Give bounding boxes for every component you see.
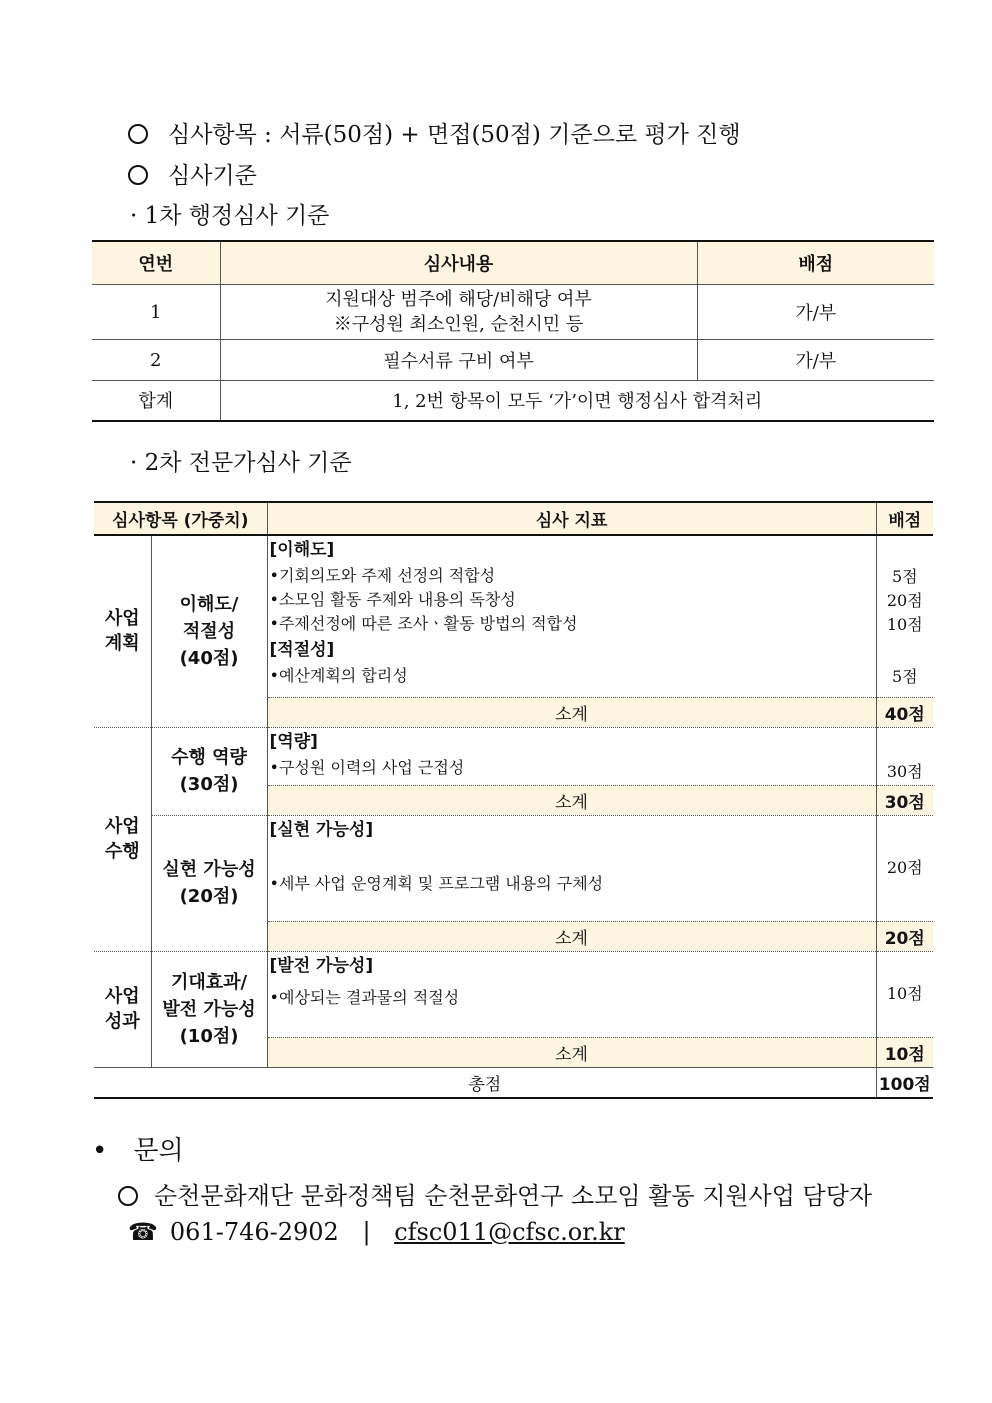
subtotal-row: 소계 30점 — [94, 785, 933, 815]
col-header-no: 연번 — [92, 241, 220, 285]
subtotal-row: 소계 20점 — [94, 921, 933, 951]
contact-org-line: 순천문화재단 문화정책팀 순천문화연구 소모임 활동 지원사업 담당자 — [118, 1176, 872, 1211]
eval-items-line: 심사항목 : 서류(50점) + 면접(50점) 기준으로 평가 진행 — [128, 116, 741, 149]
contact-info-line — [128, 1218, 625, 1246]
circle-bullet-icon — [118, 1186, 138, 1206]
phone-icon: ☎ — [128, 1218, 158, 1246]
category-execution: 사업 수행 — [94, 727, 151, 951]
sub-understanding: 이해도/ 적절성 (40점) — [151, 535, 267, 727]
category-result: 사업 성과 — [94, 951, 151, 1067]
category-plan: 사업 계획 — [94, 535, 151, 727]
grand-total-row: 총점 100점 — [94, 1067, 933, 1098]
table-row: 1 지원대상 범주에 해당/비해당 여부 ※구성원 최소인원, 순천시민 등 가/부 — [92, 285, 934, 340]
col-header-content: 심사내용 — [220, 241, 697, 285]
circle-bullet-icon — [128, 124, 148, 144]
stage2-table: 심사항목 (가중치) 심사 지표 배점 사업 계획 이해도/ 적절성 (40점) [이해도] •기회의도와 주제 선정의 적합성 •소모임 활동 주제와 내용의 독창성 •주제선정에 따른 조사ㆍ활동 방법의 적합성 [적절성] •예산계획의 합리성 5점 20점 10점 5점 소계 40점 사업 수행 수행 역량 (30점) [역량] •구성원 이력의 사업 근접성 30점 소계 30점 실현 가능성 (20점) [실현 가능성] •세부 사업 운영계획 및 프로그램 내용의 구체성 20점 소계 20점 사업 성과 기대효과/ 발전 가능성 (10점) [발전 가능성] •예상되는 결과물의 적절성 10점 소계 10점 총점 100점 — [94, 501, 933, 1099]
separator: | — [362, 1218, 371, 1246]
stage1-title: · 1차 행정심사 기준 — [130, 203, 330, 229]
dot-bullet-icon: • — [92, 1136, 108, 1166]
subtotal-row: 소계 10점 — [94, 1037, 933, 1067]
col-header-score: 배점 — [697, 241, 934, 285]
email-link[interactable]: cfsc011@cfsc.or.kr — [394, 1218, 625, 1246]
sub-feasibility: 실현 가능성 (20점) — [151, 815, 267, 951]
stage1-table — [92, 240, 934, 422]
col-header-score: 배점 — [876, 502, 933, 535]
criteria-line: 심사기준 — [128, 157, 257, 190]
circle-bullet-icon — [128, 165, 148, 185]
phone-number: 061-746-2902 — [169, 1218, 339, 1246]
col-header-category: 심사항목 (가중치) — [94, 502, 267, 535]
contact-heading: • 문의 — [92, 1136, 184, 1166]
sub-capacity: 수행 역량 (30점) — [151, 727, 267, 815]
table-row: 2 필수서류 구비 여부 가/부 — [92, 340, 934, 381]
subtotal-row: 소계 40점 — [94, 697, 933, 727]
sub-development: 기대효과/ 발전 가능성 (10점) — [151, 951, 267, 1067]
total-row: 합계 1, 2번 항목이 모두 ‘가’이면 행정심사 합격처리 — [92, 381, 934, 421]
stage2-title: · 2차 전문가심사 기준 — [130, 450, 352, 476]
col-header-indicator: 심사 지표 — [267, 502, 876, 535]
